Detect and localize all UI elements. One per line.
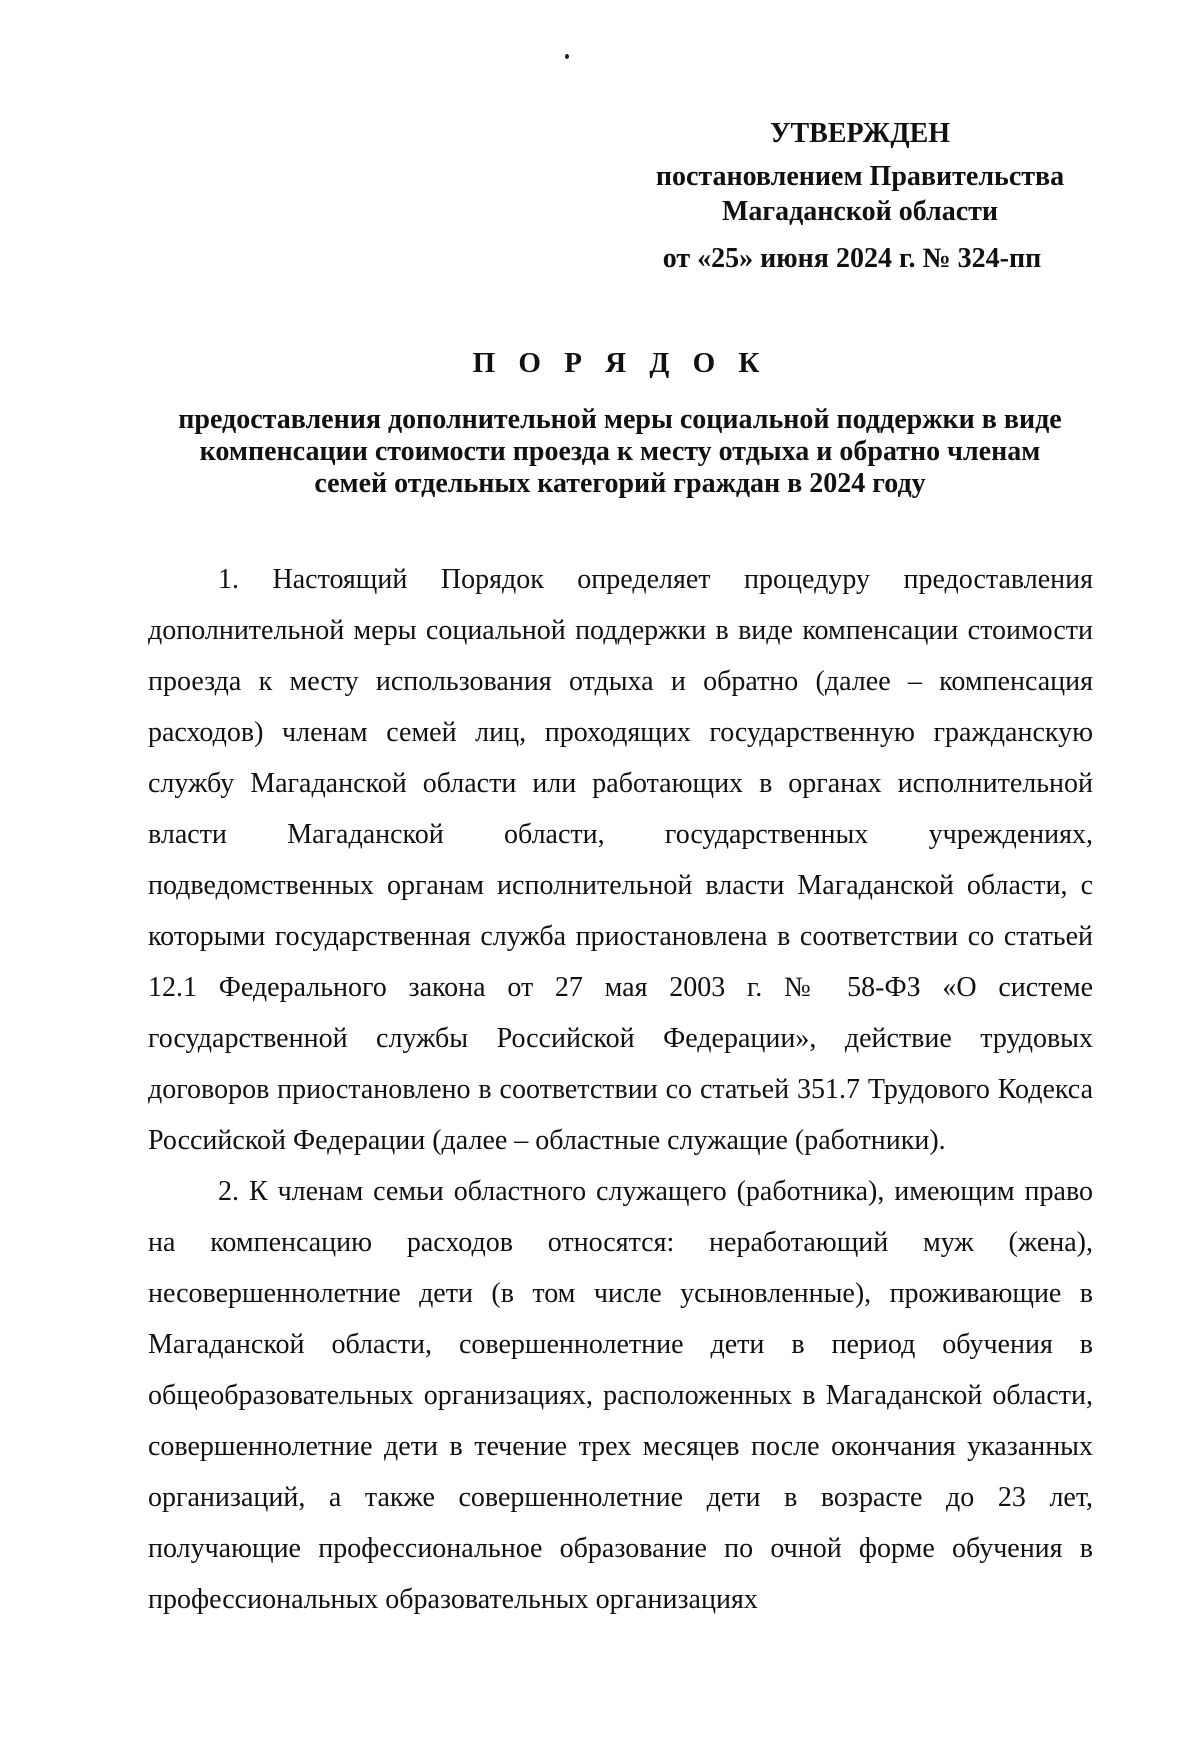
approved-by-line: постановлением Правительства [655, 161, 1065, 192]
document-subtitle-line-2: компенсации стоимости проезда к месту отдыха и обратно членам [199, 436, 1041, 467]
paragraph-2: 2. К членам семьи областного служащего (работника), имеющим право на компенсацию расходов относятся: неработающий муж (жена), несовершеннолетние дети (в том числе усыновленные), проживающие в Магаданской области, совершеннолетние дети в период обучения в общеобразовательных организациях, расположенных в Магаданской области, совершеннолетние дети в течение трех месяцев после окончания указанных организаций, а также совершеннолетние дети в возрасте до 23 лет, получающие профессиональное образование по очной форме обучения в профессиональных образовательных организациях [148, 1176, 1093, 1615]
document-body [148, 554, 1093, 1625]
approval-stamp-block [610, 116, 1110, 276]
document-subtitle-line-3: семей отдельных категорий граждан в 2024 году [314, 468, 926, 499]
paragraph-1: 1. Настоящий Порядок определяет процедуру предоставления дополнительной меры социальной поддержки в виде компенсации стоимости проезда к месту использования отдыха и обратно (далее – компенсация расходов) членам семей лиц, проходящих государственную гражданскую службу Магаданской области или работающих в органах исполнительной власти Магаданской области, государственных учреждениях, подведомственных органам исполнительной власти Магаданской области, с которыми государственная служба приостановлена в соответствии со статьей 12.1 Федерального закона от 27 мая 2003 г. № 58-ФЗ «О системе государственной службы Российской Федерации», действие трудовых договоров приостановлено в соответствии со статьей 351.7 Трудового Кодекса Российской Федерации (далее – областные служащие (работники). [148, 564, 1093, 1156]
approval-date-number: от «25» июня 2024 г. № 324-пп [662, 243, 1042, 274]
scan-speck [565, 54, 569, 59]
document-title: П О Р Я Д О К [472, 347, 768, 379]
document-title-block [140, 344, 1100, 500]
approved-heading: УТВЕРЖДЕН [769, 118, 951, 149]
document-subtitle-line-1: предоставления дополнительной меры социальной поддержки в виде [178, 404, 1062, 435]
approved-by-region: Магаданской области [721, 196, 999, 227]
